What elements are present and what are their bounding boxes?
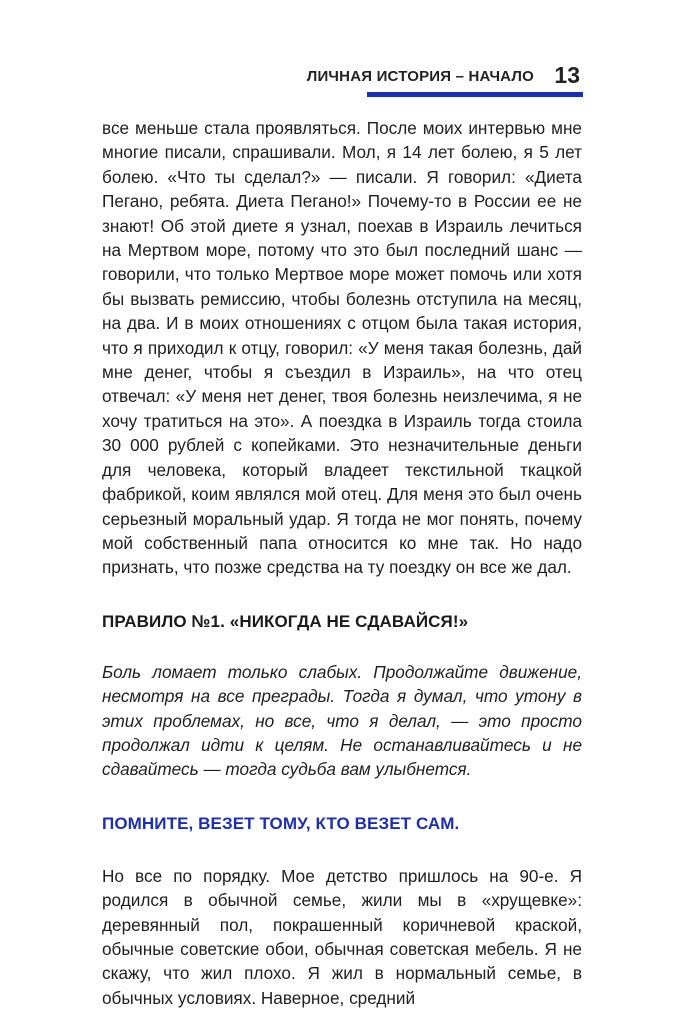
body-paragraph-2: Но все по порядку. Мое детство пришлось на 90-е. Я родился в обычной семье, жили мы в «хрущевке»: деревянный пол, покрашенный коричневой краской, обычные советские обои, обычная советская мебель. Я не скажу, что жил плохо. Я жил в нормальный семье, в обычных условиях. Наверное, средний	[102, 865, 582, 1008]
rule-heading: ПРАВИЛО №1. «НИКОГДА НЕ СДАВАЙСЯ!»	[102, 611, 469, 631]
running-header	[0, 60, 682, 100]
header-rule	[367, 92, 583, 97]
rule-quote: Боль ломает только слабых. Продолжайте движение, несмотря на все преграды. Тогда я думал, что утону в этих проблемах, но все, что я делал, — это просто продолжал идти к целям. Не останавливайтесь и не сдавайтесь — тогда судьба вам улыбнется.	[102, 661, 582, 780]
page-number: 13	[554, 62, 580, 88]
running-title: ЛИЧНАЯ ИСТОРИЯ – НАЧАЛО	[306, 68, 534, 85]
callout-heading: ПОМНИТЕ, ВЕЗЕТ ТОМУ, КТО ВЕЗЕТ САМ.	[102, 813, 460, 833]
page-content	[102, 116, 582, 1010]
body-paragraph-1: все меньше стала проявляться. После моих интервью мне многие писали, спрашивали. Мол, я 14 лет болею, я 5 лет болею. «Что ты сделал?» — писали. Я говорил: «Диета Пегано, ребята. Диета Пегано!» Почему-то в России ее не знают! Об этой диете я узнал, поехав в Израиль лечиться на Мертвом море, потому что это был последний шанс — говорили, что только Мертвое море может помочь или хотя бы вызвать ремиссию, чтобы болезнь отступила на месяц, на два. И в моих отношениях с отцом была такая история, что я приходил к отцу, говорил: «У меня такая болезнь, дай мне денег, чтобы я съездил в Израиль», на что отец отвечал: «У меня нет денег, твоя болезнь неизлечима, я не хочу тратиться на это». А поездка в Израиль тогда стоила 30 000 рублей с копейками. Это незначительные деньги для человека, который владеет текстильной ткацкой фабрикой, коим являлся мой отец. Для меня это был очень серьезный моральный удар. Я тогда не мог понять, почему мой собственный папа относится ко мне так. Но надо признать, что позже средства на ту поездку он все же дал.	[102, 118, 582, 578]
